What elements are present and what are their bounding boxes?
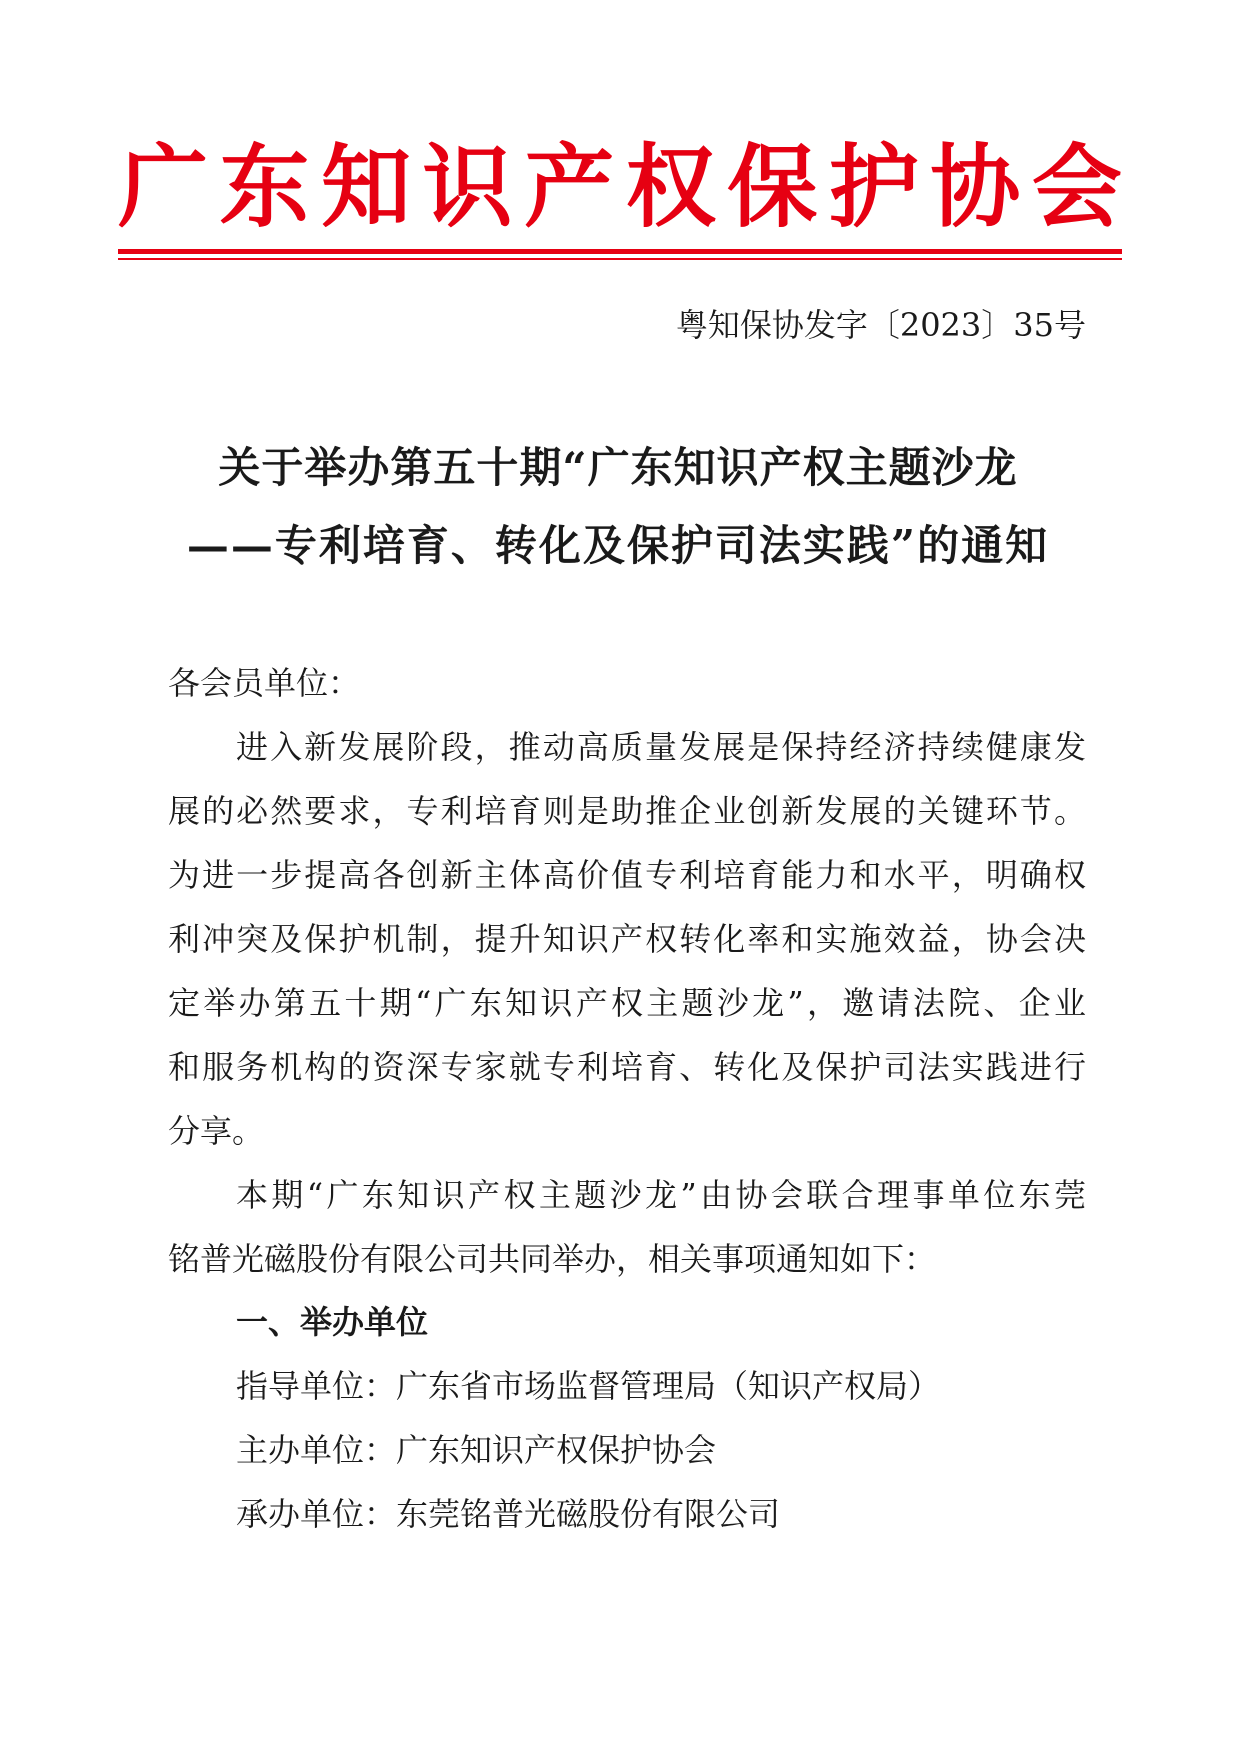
paragraph-line: 为进一步提高各创新主体高价值专利培育能力和水平，明确权 <box>168 856 1086 894</box>
masthead-char: 东 <box>219 134 310 240</box>
paragraph-line: 和服务机构的资深专家就专利培育、转化及保护司法实践进行 <box>168 1048 1086 1086</box>
masthead-char: 权 <box>625 134 716 240</box>
salutation: 各会员单位： <box>168 664 361 702</box>
masthead-char: 知 <box>321 134 412 240</box>
notice-title-line-1: 关于举办第五十期“广东知识产权主题沙龙 <box>218 443 1018 492</box>
masthead-char: 保 <box>727 134 818 240</box>
masthead <box>118 128 1122 246</box>
masthead-char: 协 <box>930 134 1021 240</box>
masthead-char: 产 <box>524 134 615 240</box>
document-number: 粤知保协发字〔2023〕35号 <box>675 306 1086 344</box>
section-item: 主办单位：广东知识产权保护协会 <box>236 1431 717 1469</box>
paragraph-line: 进入新发展阶段，推动高质量发展是保持经济持续健康发 <box>236 728 1086 766</box>
masthead-divider-thin <box>118 258 1122 260</box>
paragraph-line: 本期“广东知识产权主题沙龙”由协会联合理事单位东莞 <box>236 1176 1086 1214</box>
section-item: 承办单位：东莞铭普光磁股份有限公司 <box>236 1495 781 1533</box>
paragraph-line: 展的必然要求，专利培育则是助推企业创新发展的关键环节。 <box>168 792 1086 830</box>
masthead-divider-thick <box>118 249 1122 254</box>
paragraph-line: 分享。 <box>168 1112 265 1150</box>
section-item: 指导单位：广东省市场监督管理局（知识产权局） <box>236 1367 941 1405</box>
masthead-char: 识 <box>422 134 513 240</box>
section-heading: 一、举办单位 <box>236 1303 429 1341</box>
notice-title-line-2: ——专利培育、转化及保护司法实践”的通知 <box>186 521 1050 570</box>
paragraph-line: 铭普光磁股份有限公司共同举办，相关事项通知如下： <box>168 1240 937 1278</box>
paragraph-line: 利冲突及保护机制，提升知识产权转化率和实施效益，协会决 <box>168 920 1086 958</box>
masthead-char: 广 <box>118 134 208 240</box>
masthead-char: 会 <box>1031 134 1122 240</box>
paragraph-line: 定举办第五十期“广东知识产权主题沙龙”，邀请法院、企业 <box>168 984 1086 1022</box>
masthead-char: 护 <box>828 134 919 240</box>
